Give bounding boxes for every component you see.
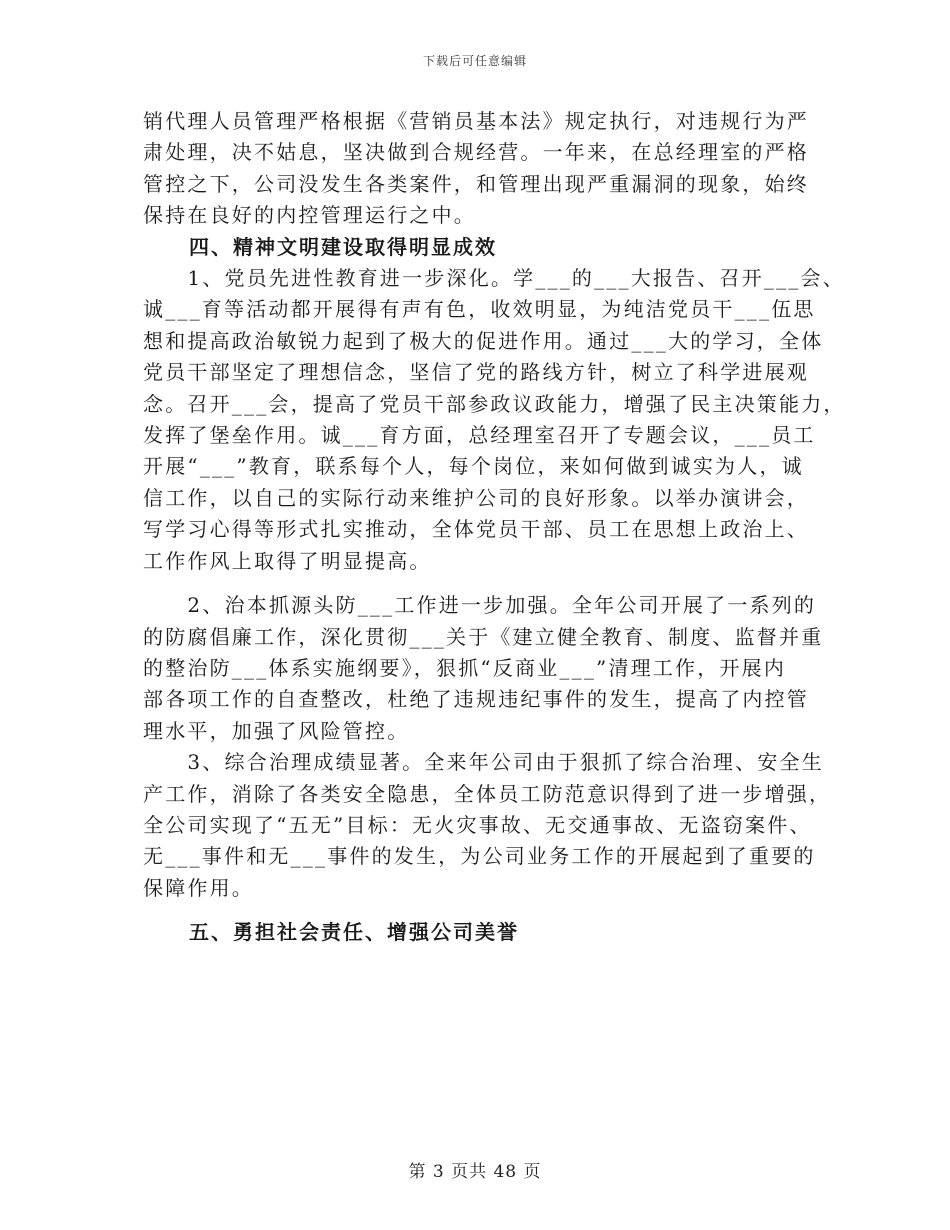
text-line: 想和提高政治敏锐力起到了极大的促进作用。通过___大的学习，全体	[143, 328, 824, 353]
text-line: 保障作用。	[143, 875, 254, 900]
text-line: 无___事件和无___事件的发生，为公司业务工作的开展起到了重要的	[143, 844, 816, 869]
text-line: 产工作，消除了各类安全隐患，全体员工防范意识得到了进一步增强，	[143, 781, 832, 806]
text-line: 的整治防___体系实施纲要》，狠抓“反商业___”清理工作，开展内	[143, 655, 787, 680]
text-line: 3、综合治理成绩显著。全来年公司由于狠抓了综合治理、安全生	[143, 750, 824, 775]
section-heading-4: 四、精神文明建设取得明显成效	[189, 234, 497, 259]
section-heading-5: 五、勇担社会责任、增强公司美誉	[189, 920, 519, 945]
text-line: 部各项工作的自查整改，杜绝了违规违纪事件的发生，提高了内控管	[143, 687, 809, 712]
paragraph-anticorruption	[143, 590, 824, 747]
text-line: 的防腐倡廉工作，深化贯彻___关于《建立健全教育、制度、监督并重	[143, 624, 824, 649]
paragraph-comprehensive-governance	[143, 747, 832, 904]
paragraph-compliance	[143, 106, 813, 232]
text-line: 开展“___”教育，联系每个人，每个岗位，来如何做到诚实为人，诚	[143, 454, 804, 479]
text-line: 信工作，以自己的实际行动来维护公司的良好形象。以举办演讲会，	[143, 485, 809, 510]
text-line: 理水平，加强了风险管控。	[143, 718, 410, 743]
text-line: 写学习心得等形式扎实推动，全体党员干部、员工在思想上政治上、	[143, 517, 809, 542]
text-line: 保持在良好的内控管理运行之中。	[143, 203, 476, 228]
text-line: 诚___育等活动都开展得有声有色，收效明显，为纯洁党员干___伍思	[143, 297, 816, 322]
document-body	[143, 106, 846, 949]
page-header-note: 下载后可任意编辑	[422, 54, 527, 68]
text-line: 管控之下，公司没发生各类案件，和管理出现严重漏洞的现象，始终	[143, 171, 809, 196]
text-line: 念。召开___会，提高了党员干部参政议政能力，增强了民主决策能力，	[143, 391, 846, 416]
paragraph-spacer	[143, 577, 813, 590]
paragraph-spacer	[143, 904, 813, 917]
text-line: 1、党员先进性教育进一步深化。学___的___大报告、召开___会、	[143, 266, 845, 291]
text-line: 发挥了堡垒作用。诚___育方面，总经理室召开了专题会议，___员工	[143, 423, 816, 448]
paragraph-party-education	[143, 263, 846, 577]
text-line: 肃处理，决不姑息，坚决做到合规经营。一年来，在总经理室的严格	[143, 140, 809, 165]
text-line: 党员干部坚定了理想信念，坚信了党的路线方针，树立了科学进展观	[143, 360, 809, 385]
text-line: 全公司实现了“五无”目标：无火灾事故、无交通事故、无盗窃案件、	[143, 812, 812, 837]
text-line: 销代理人员管理严格根据《营销员基本法》规定执行，对违规行为严	[143, 109, 809, 133]
text-line: 2、治本抓源头防___工作进一步加强。全年公司开展了一系列的	[143, 593, 817, 618]
page-number-footer: 第 3 页共 48 页	[408, 1162, 542, 1182]
text-line: 工作作风上取得了明显提高。	[143, 548, 432, 573]
